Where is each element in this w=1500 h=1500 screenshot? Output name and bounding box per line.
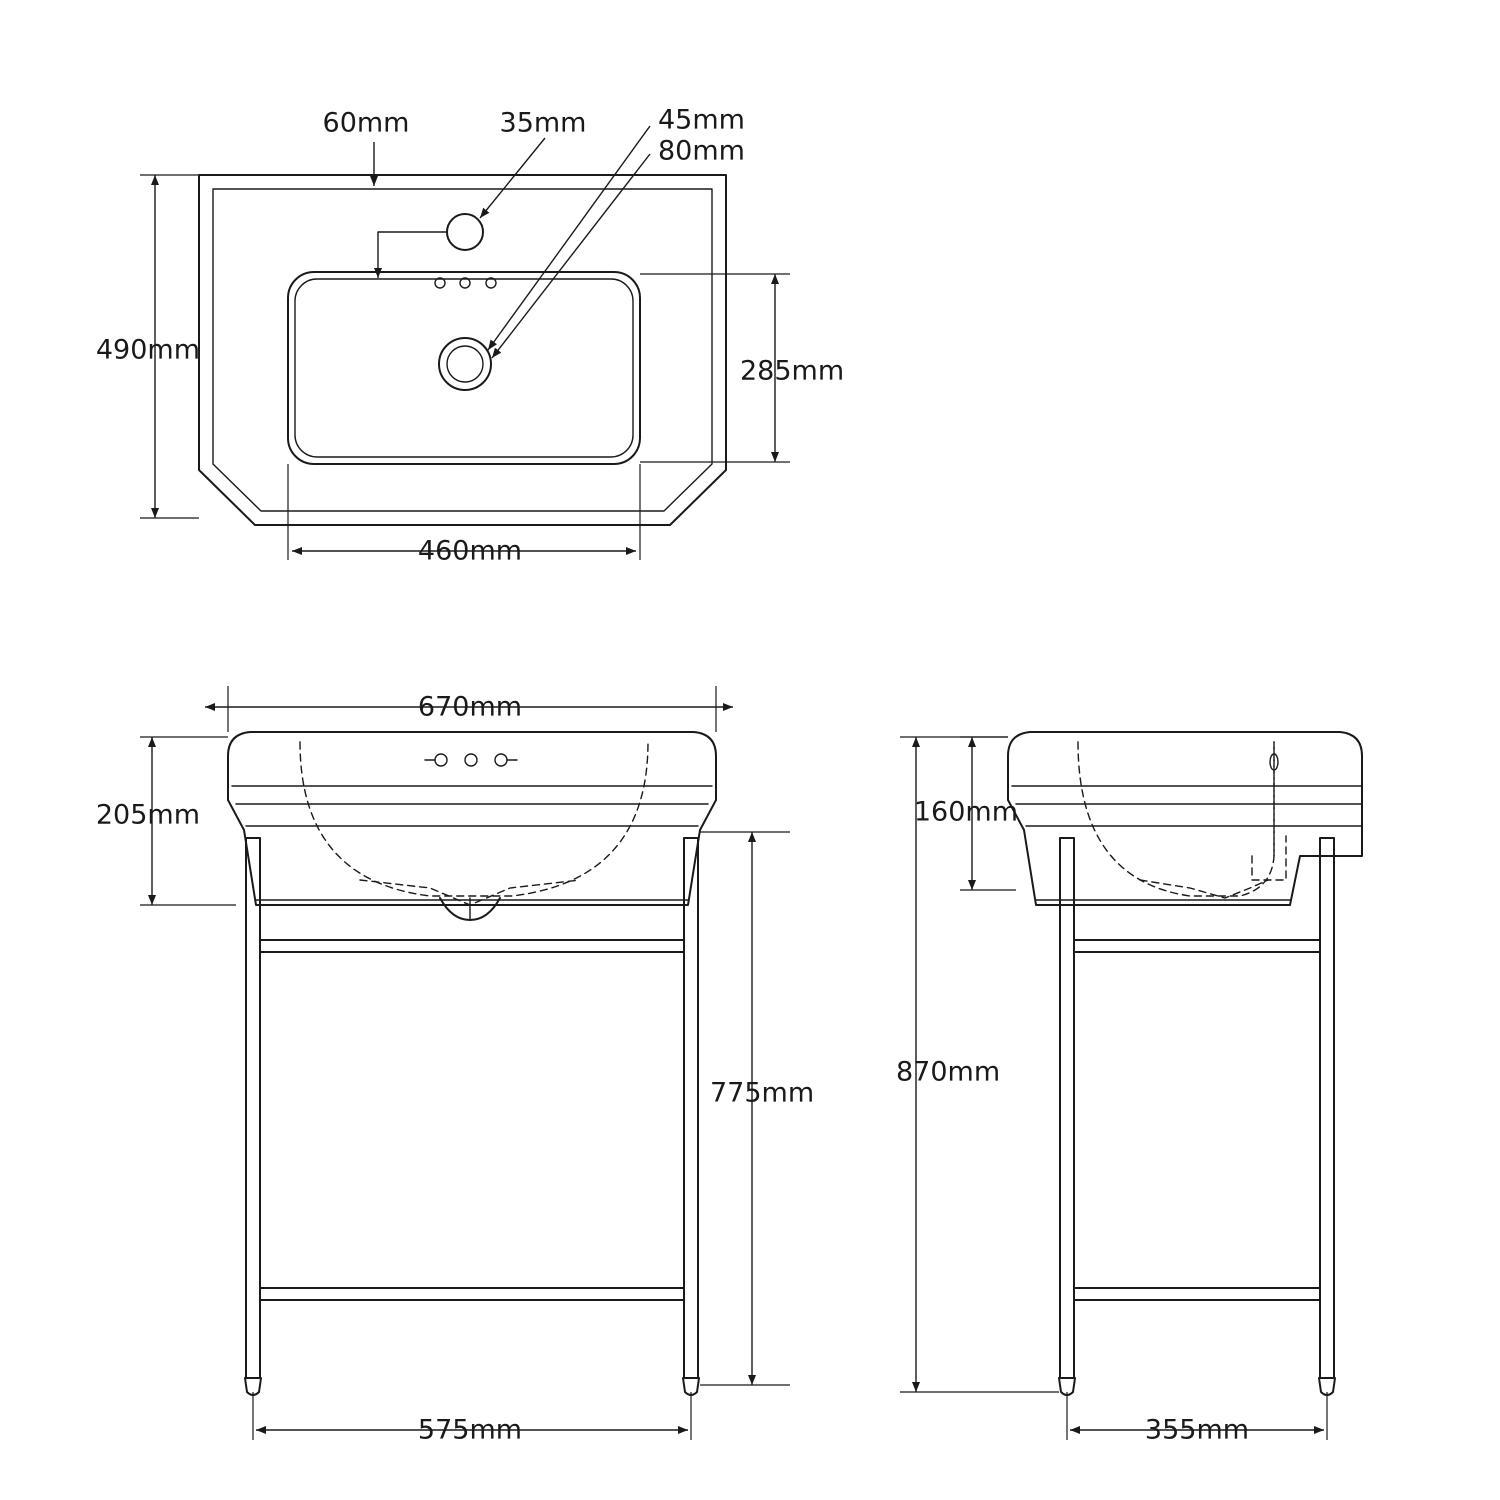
dim-670mm: 670mm xyxy=(417,691,523,723)
side-view-dimensions xyxy=(896,737,1327,1446)
dim-460mm: 460mm xyxy=(417,535,523,567)
top-view-dimensions xyxy=(96,105,844,567)
dim-45mm: 45mm xyxy=(658,104,745,136)
dim-870mm: 870mm xyxy=(896,1056,1001,1088)
dim-80mm: 80mm xyxy=(658,135,745,167)
dim-775mm: 775mm xyxy=(710,1077,815,1109)
dim-205mm: 205mm xyxy=(95,799,200,831)
dim-160mm: 160mm xyxy=(913,796,1018,828)
dim-285mm: 285mm xyxy=(740,355,845,387)
front-view-dimensions xyxy=(96,686,814,1446)
side-view-geometry xyxy=(1008,732,1362,1395)
front-view-geometry xyxy=(228,732,716,1395)
dim-35mm: 35mm xyxy=(499,107,587,139)
dim-575mm: 575mm xyxy=(417,1414,523,1446)
dim-490mm: 490mm xyxy=(95,334,200,366)
dim-355mm: 355mm xyxy=(1144,1414,1250,1446)
dim-60mm: 60mm xyxy=(322,107,410,139)
top-view-geometry xyxy=(199,175,726,525)
